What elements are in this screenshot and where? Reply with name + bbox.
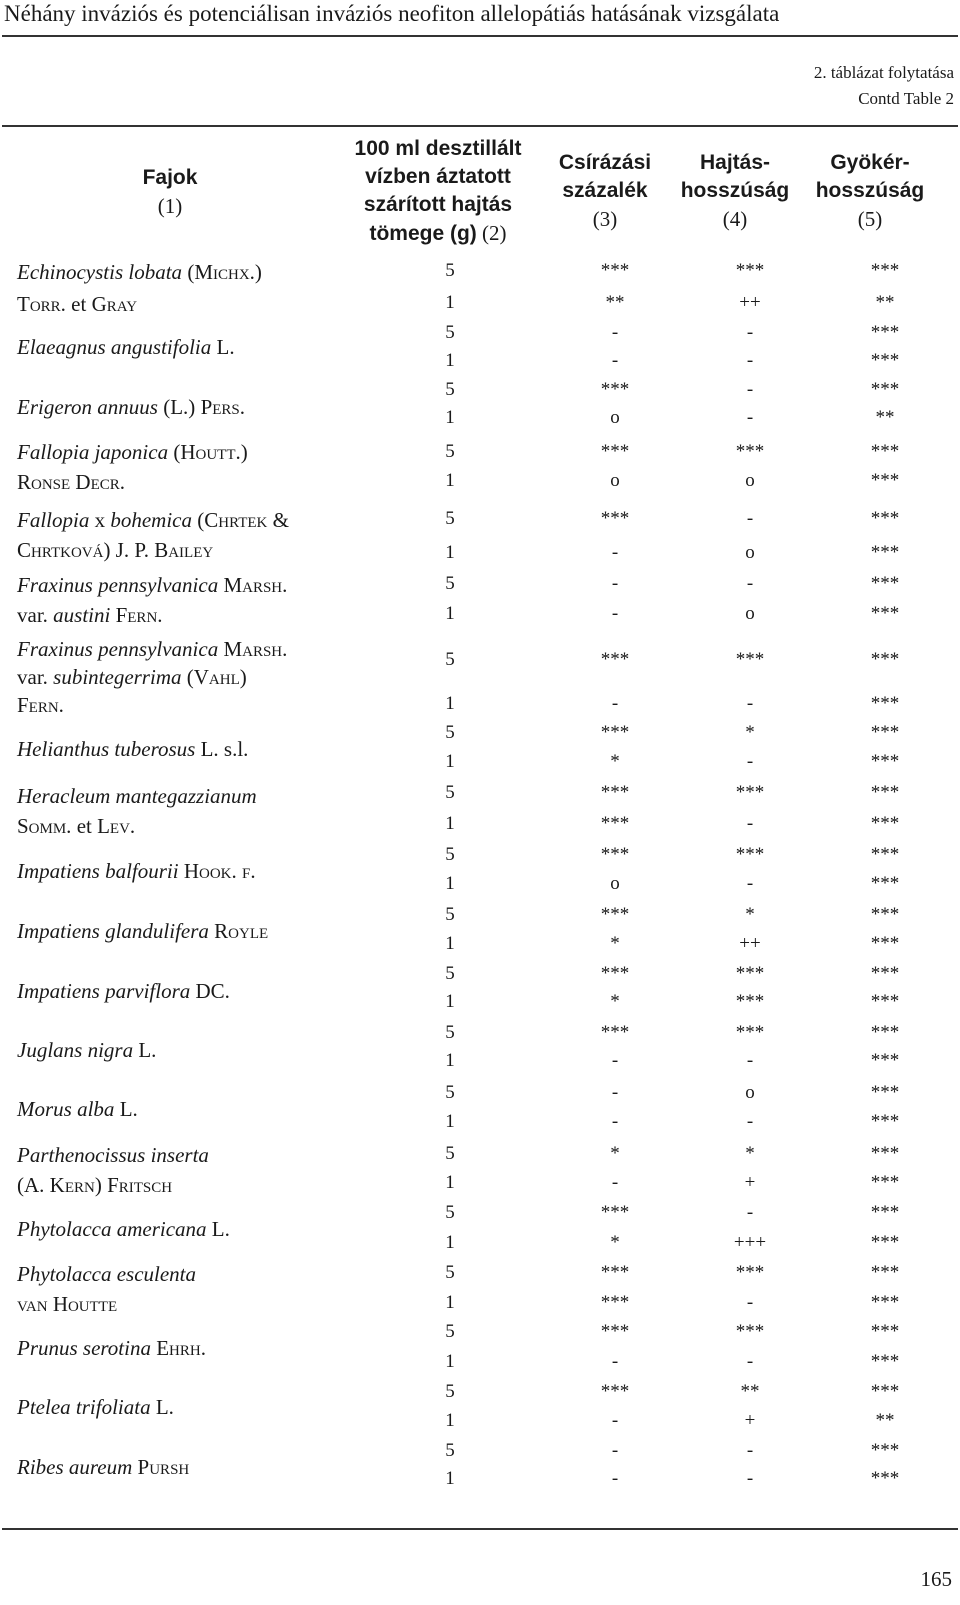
species-name [17, 663, 247, 691]
species-name-part: ) [239, 665, 247, 689]
shoot-length-cell: - [746, 751, 754, 772]
root-length-cell: *** [870, 260, 900, 281]
species-name-part: et [71, 814, 98, 838]
mass-cell: 1 [445, 1351, 455, 1372]
mass-cell: 1 [445, 292, 455, 313]
root-length-cell: *** [870, 322, 900, 343]
species-name-part: ) J. P. [103, 538, 155, 562]
column-header-label: 100 ml desztillált [354, 137, 522, 160]
shoot-length-cell: o [745, 470, 755, 491]
species-name-part: Echinocystis lobata [17, 260, 183, 284]
germination-cell: - [611, 1468, 619, 1489]
germination-cell: o [610, 407, 620, 428]
shoot-length-cell: *** [735, 1321, 765, 1342]
germination-cell: *** [600, 813, 630, 834]
root-length-cell: *** [870, 904, 900, 925]
mass-cell: 5 [445, 573, 455, 594]
mass-cell: 5 [445, 1262, 455, 1283]
germination-cell: - [611, 1410, 619, 1431]
germination-cell: *** [600, 963, 630, 984]
germination-cell: - [611, 1172, 619, 1193]
shoot-length-cell: - [746, 379, 754, 400]
species-name-part: L. [211, 335, 235, 359]
column-header-number: (2) [482, 221, 507, 245]
species-name-part: bohemica [110, 508, 192, 532]
table-bottom-rule [2, 1528, 958, 1530]
column-header-label: százalék [562, 179, 648, 202]
root-length-cell: *** [870, 441, 900, 462]
species-name-part: et [65, 292, 92, 316]
species-name [17, 571, 287, 599]
root-length-cell: *** [870, 873, 900, 894]
mass-cell: 5 [445, 1440, 455, 1461]
species-name-part: Fallopia [17, 508, 90, 532]
species-name [17, 857, 256, 885]
species-name-part: Elaeagnus angustifolia [17, 335, 212, 359]
germination-cell: - [611, 693, 619, 714]
shoot-length-cell: * [745, 1143, 755, 1164]
species-name [17, 258, 262, 286]
mass-cell: 1 [445, 933, 455, 954]
running-head: Néhány inváziós és potenciálisan inváziós neofiton allelopátiás hatásának vizsgálata [4, 1, 780, 26]
germination-cell: *** [600, 508, 630, 529]
column-header-root-length [805, 149, 935, 233]
species-name-part: ( [192, 508, 205, 532]
species-name [17, 536, 213, 564]
mass-cell: 1 [445, 542, 455, 563]
germination-cell: - [611, 603, 619, 624]
mass-cell: 5 [445, 649, 455, 670]
species-name-part: ) [240, 440, 248, 464]
species-name [17, 333, 235, 361]
root-length-cell: *** [870, 1292, 900, 1313]
germination-cell: *** [600, 1202, 630, 1223]
species-name-part: Lev. [97, 814, 136, 838]
mass-cell: 1 [445, 1292, 455, 1313]
germination-cell: *** [600, 844, 630, 865]
species-name-part: Ribes aureum [17, 1455, 133, 1479]
species-name [17, 1095, 138, 1123]
germination-cell: * [610, 1232, 620, 1253]
root-length-cell: *** [870, 1022, 900, 1043]
shoot-length-cell: *** [735, 782, 765, 803]
root-length-cell: *** [870, 1202, 900, 1223]
mass-cell: 5 [445, 722, 455, 743]
germination-cell: *** [600, 649, 630, 670]
column-header-label: Csírázási [558, 151, 652, 174]
shoot-length-cell: * [745, 904, 755, 925]
root-length-cell: *** [870, 1262, 900, 1283]
root-length-cell: *** [870, 508, 900, 529]
column-header-label: hosszúság [815, 179, 925, 202]
mass-cell: 1 [445, 1232, 455, 1253]
root-length-cell: *** [870, 1321, 900, 1342]
mass-cell: 5 [445, 782, 455, 803]
species-name [17, 1171, 172, 1199]
shoot-length-cell: *** [735, 441, 765, 462]
shoot-length-cell: - [746, 322, 754, 343]
species-name [17, 977, 230, 1005]
root-length-cell: *** [870, 603, 900, 624]
species-name-part: Impatiens balfourii [17, 859, 179, 883]
species-name-part: Impatiens parviflora [17, 979, 191, 1003]
germination-cell: - [611, 1351, 619, 1372]
root-length-cell: *** [870, 813, 900, 834]
root-length-cell: *** [870, 844, 900, 865]
root-length-cell: ** [875, 407, 895, 428]
germination-cell: - [611, 542, 619, 563]
mass-cell: 5 [445, 1082, 455, 1103]
mass-cell: 5 [445, 260, 455, 281]
column-header-number: (3) [592, 207, 618, 231]
shoot-length-cell: *** [735, 963, 765, 984]
species-name-part: DC. [190, 979, 230, 1003]
column-header-species [100, 163, 240, 220]
root-length-cell: *** [870, 1082, 900, 1103]
root-length-cell: *** [870, 722, 900, 743]
root-length-cell: *** [870, 573, 900, 594]
root-length-cell: *** [870, 1172, 900, 1193]
column-header-mass [343, 135, 533, 248]
species-name-part: Fritsch [107, 1173, 173, 1197]
germination-cell: * [610, 751, 620, 772]
shoot-length-cell: +++ [733, 1232, 767, 1253]
root-length-cell: *** [870, 1232, 900, 1253]
species-name [17, 1036, 156, 1064]
species-name [17, 1215, 230, 1243]
species-name [17, 917, 268, 945]
mass-cell: 1 [445, 1468, 455, 1489]
root-length-cell: *** [870, 470, 900, 491]
germination-cell: *** [600, 782, 630, 803]
species-name-part: ) [94, 1173, 108, 1197]
species-name-part: Gray [91, 292, 138, 316]
germination-cell: *** [600, 1321, 630, 1342]
shoot-length-cell: o [745, 1082, 755, 1103]
shoot-length-cell: ++ [739, 292, 761, 313]
germination-cell: - [611, 1082, 619, 1103]
mass-cell: 5 [445, 1022, 455, 1043]
mass-cell: 1 [445, 751, 455, 772]
root-length-cell: *** [870, 350, 900, 371]
species-name-part: Pers. [200, 395, 246, 419]
germination-cell: *** [600, 722, 630, 743]
shoot-length-cell: - [746, 1111, 754, 1132]
species-name [17, 782, 257, 810]
species-name-part: L. [150, 1395, 174, 1419]
species-name [17, 1453, 189, 1481]
root-length-cell: *** [870, 933, 900, 954]
species-name-part: subintegerrima [53, 665, 182, 689]
shoot-length-cell: *** [735, 844, 765, 865]
shoot-length-cell: - [746, 1440, 754, 1461]
mass-cell: 1 [445, 407, 455, 428]
germination-cell: - [611, 322, 619, 343]
species-name-part: Torr. [17, 292, 66, 316]
species-name [17, 691, 64, 719]
species-name-part: L. [133, 1038, 157, 1062]
mass-cell: 1 [445, 991, 455, 1012]
column-header-shoot-length [675, 149, 795, 233]
column-header-label: tömege (g) [369, 222, 477, 245]
column-header-label: szárított hajtás [363, 193, 513, 216]
mass-cell: 1 [445, 470, 455, 491]
species-name-part: Parthenocissus inserta [17, 1143, 209, 1167]
species-name [17, 1260, 196, 1288]
root-length-cell: *** [870, 1381, 900, 1402]
species-name [17, 1334, 206, 1362]
species-name-part: Impatiens glandulifera [17, 919, 209, 943]
shoot-length-cell: - [746, 873, 754, 894]
species-name-part: (L.) [157, 395, 201, 419]
root-length-cell: *** [870, 1440, 900, 1461]
germination-cell: - [611, 1111, 619, 1132]
germination-cell: o [610, 470, 620, 491]
mass-cell: 1 [445, 1410, 455, 1431]
shoot-length-cell: ++ [739, 933, 761, 954]
species-name [17, 468, 125, 496]
species-name-part: Michx. [194, 260, 255, 284]
shoot-length-cell: *** [735, 649, 765, 670]
shoot-length-cell: - [746, 693, 754, 714]
species-name-part: Fraxinus pennsylvanica [17, 573, 219, 597]
germination-cell: - [611, 350, 619, 371]
shoot-length-cell: + [744, 1172, 756, 1193]
table-continued-note [814, 60, 954, 112]
species-name-part: Fallopia japonica [17, 440, 169, 464]
species-name-part: Bailey [154, 538, 214, 562]
table-top-rule [2, 125, 958, 127]
table-continued-en: Contd Table 2 [858, 89, 954, 108]
germination-cell: *** [600, 1292, 630, 1313]
species-name-part: var. [17, 603, 54, 627]
species-name-part: Chrtek [204, 508, 268, 532]
species-name [17, 1141, 209, 1169]
column-header-number: (4) [722, 207, 748, 231]
root-length-cell: *** [870, 751, 900, 772]
species-name-part: Marsh. [223, 573, 288, 597]
germination-cell: * [610, 933, 620, 954]
root-length-cell: *** [870, 1143, 900, 1164]
species-name-part: Fraxinus pennsylvanica [17, 637, 219, 661]
mass-cell: 5 [445, 904, 455, 925]
species-name-part: x [89, 508, 111, 532]
column-header-label: vízben áztatott [365, 165, 511, 188]
mass-cell: 5 [445, 1321, 455, 1342]
species-name-part: Fern. [17, 693, 64, 717]
species-name-part: Ronse Decr. [17, 470, 126, 494]
species-name-part: Helianthus tuberosus [17, 737, 196, 761]
mass-cell: 1 [445, 813, 455, 834]
species-name-part: Pursh [137, 1455, 190, 1479]
mass-cell: 1 [445, 1111, 455, 1132]
shoot-length-cell: - [746, 1468, 754, 1489]
species-name-part: Houtt. [180, 440, 241, 464]
species-name-part: ( [168, 440, 181, 464]
species-name-part: Erigeron annuus [17, 395, 158, 419]
page-number: 165 [920, 1567, 952, 1591]
shoot-length-cell: - [746, 813, 754, 834]
root-length-cell: *** [870, 1050, 900, 1071]
shoot-length-cell: - [746, 407, 754, 428]
column-header-number: (5) [857, 207, 883, 231]
shoot-length-cell: - [746, 1351, 754, 1372]
mass-cell: 1 [445, 873, 455, 894]
table-continued-hu: 2. táblázat folytatása [813, 63, 954, 82]
shoot-length-cell: *** [735, 1022, 765, 1043]
species-name-part: Phytolacca esculenta [17, 1262, 197, 1286]
shoot-length-cell: o [745, 603, 755, 624]
species-name-part: L. s.l. [195, 737, 249, 761]
species-name-part: austini [53, 603, 111, 627]
species-name-part: Royle [214, 919, 269, 943]
root-length-cell: *** [870, 963, 900, 984]
shoot-length-cell: + [744, 1410, 756, 1431]
species-name [17, 601, 163, 629]
germination-cell: *** [600, 379, 630, 400]
germination-cell: *** [600, 260, 630, 281]
root-length-cell: ** [875, 292, 895, 313]
species-name-part: Juglans nigra [17, 1038, 134, 1062]
shoot-length-cell: - [746, 1050, 754, 1071]
germination-cell: *** [600, 441, 630, 462]
shoot-length-cell: - [746, 573, 754, 594]
shoot-length-cell: - [746, 1292, 754, 1313]
root-length-cell: ** [875, 1410, 895, 1431]
mass-cell: 5 [445, 322, 455, 343]
shoot-length-cell: ** [740, 1381, 760, 1402]
species-name [17, 290, 137, 318]
column-header-label: Hajtás- [699, 151, 771, 174]
root-length-cell: *** [870, 782, 900, 803]
column-header-label: Fajok [142, 166, 198, 189]
species-name-part: Chrtková [17, 538, 104, 562]
mass-cell: 1 [445, 693, 455, 714]
shoot-length-cell: *** [735, 260, 765, 281]
mass-cell: 5 [445, 963, 455, 984]
root-length-cell: *** [870, 991, 900, 1012]
species-name-part: var. [17, 665, 54, 689]
species-name [17, 506, 289, 534]
species-name-part: Ptelea trifoliata [17, 1395, 151, 1419]
species-name-part: van Houtte [17, 1292, 118, 1316]
species-name-part: ) [254, 260, 262, 284]
germination-cell: *** [600, 1262, 630, 1283]
species-name-part: Marsh. [223, 637, 288, 661]
mass-cell: 5 [445, 1143, 455, 1164]
running-head-rule [2, 35, 958, 37]
shoot-length-cell: - [746, 1202, 754, 1223]
germination-cell: *** [600, 904, 630, 925]
column-header-germination [545, 149, 665, 233]
germination-cell: * [610, 991, 620, 1012]
species-name-part: (A. [17, 1173, 50, 1197]
root-length-cell: *** [870, 542, 900, 563]
species-name-part: Vahl [193, 665, 240, 689]
shoot-length-cell: * [745, 722, 755, 743]
species-name [17, 438, 248, 466]
species-name [17, 1290, 117, 1318]
mass-cell: 5 [445, 508, 455, 529]
germination-cell: * [610, 1143, 620, 1164]
mass-cell: 5 [445, 844, 455, 865]
species-name-part: L. [206, 1217, 230, 1241]
species-name-part: Ehrh. [156, 1336, 206, 1360]
species-name [17, 393, 245, 421]
species-name-part: ( [182, 260, 195, 284]
germination-cell: *** [600, 1022, 630, 1043]
species-name [17, 1393, 174, 1421]
mass-cell: 1 [445, 1172, 455, 1193]
mass-cell: 5 [445, 441, 455, 462]
column-header-label: hosszúság [680, 179, 790, 202]
species-name-part: Prunus serotina [17, 1336, 151, 1360]
germination-cell: - [611, 573, 619, 594]
species-name-part: Phytolacca americana [17, 1217, 207, 1241]
species-name [17, 735, 248, 763]
germination-cell: - [611, 1440, 619, 1461]
species-name [17, 635, 287, 663]
root-length-cell: *** [870, 1111, 900, 1132]
column-header-label: Gyökér- [830, 151, 910, 174]
mass-cell: 5 [445, 1381, 455, 1402]
germination-cell: *** [600, 1381, 630, 1402]
mass-cell: 5 [445, 379, 455, 400]
species-name-part: & [267, 508, 289, 532]
shoot-length-cell: - [746, 350, 754, 371]
germination-cell: ** [605, 292, 625, 313]
shoot-length-cell: - [746, 508, 754, 529]
species-name-part: Somm. [17, 814, 72, 838]
species-name-part: Morus alba [17, 1097, 115, 1121]
mass-cell: 5 [445, 1202, 455, 1223]
mass-cell: 1 [445, 350, 455, 371]
germination-cell: - [611, 1050, 619, 1071]
shoot-length-cell: o [745, 542, 755, 563]
root-length-cell: *** [870, 693, 900, 714]
species-name-part: Hook. f. [183, 859, 256, 883]
species-name-part: Fern. [115, 603, 163, 627]
shoot-length-cell: *** [735, 991, 765, 1012]
mass-cell: 1 [445, 1050, 455, 1071]
species-name-part: Kern [49, 1173, 95, 1197]
shoot-length-cell: *** [735, 1262, 765, 1283]
root-length-cell: *** [870, 379, 900, 400]
species-name-part: ( [181, 665, 194, 689]
germination-cell: o [610, 873, 620, 894]
root-length-cell: *** [870, 1468, 900, 1489]
species-name-part: Heracleum mantegazzianum [17, 784, 257, 808]
species-name [17, 812, 135, 840]
species-name-part: L. [114, 1097, 138, 1121]
mass-cell: 1 [445, 603, 455, 624]
root-length-cell: *** [870, 1351, 900, 1372]
root-length-cell: *** [870, 649, 900, 670]
column-header-number: (1) [157, 194, 183, 218]
